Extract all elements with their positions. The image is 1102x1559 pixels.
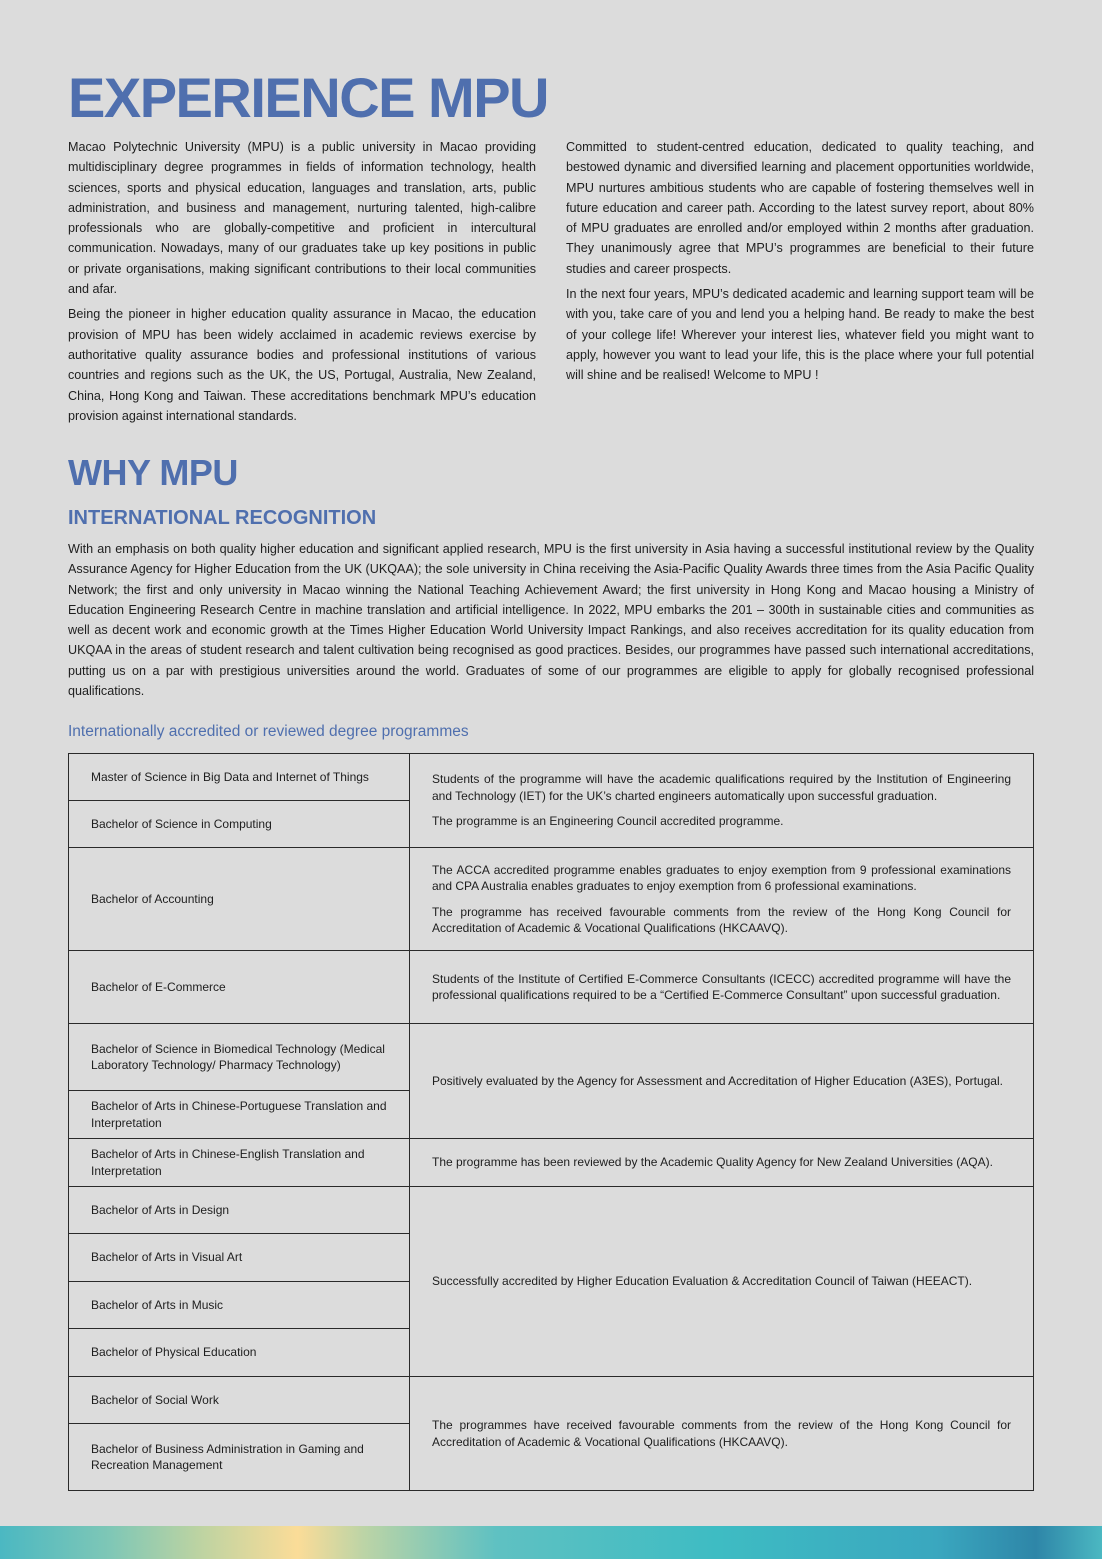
table-row [69, 1377, 1034, 1424]
table-row [69, 951, 1034, 1024]
experience-paragraph: In the next four years, MPU’s dedicated academic and learning support team will be with you, take care of you and lend you a helping hand. Be ready to make the best of your college life! Wherever your interest lies, whatever field you might want to apply, however you want to lead your life, this is the place where your full potential will shine and be realised! Welcome to MPU ! [566, 287, 1034, 383]
description-text: The ACCA accredited programme enables graduates to enjoy exemption from 9 professional examinations and CPA Australia enables graduates to enjoy exemption from 6 professional examinations. [432, 862, 1011, 893]
programme-cell: Bachelor of Arts in Music [69, 1282, 410, 1329]
programme-cell: Bachelor of Arts in Design [69, 1187, 410, 1234]
accreditation-table [68, 753, 1034, 1491]
description-cell [410, 848, 1034, 951]
programme-cell: Bachelor of Business Administration in Gaming and Recreation Management [69, 1424, 410, 1491]
description-text: Students of the programme will have the academic qualifications required by the Institution of Engineering and Technology (IET) for the UK’s charted engineers automatically upon successful graduation. [432, 772, 1011, 803]
experience-paragraph: Being the pioneer in higher education quality assurance in Macao, the education provision of MPU has been widely acclaimed in academic reviews exercise by authoritative quality assurance bodies and professional institutions of various countries and regions such as the UK, the US, Portugal, Australia, New Zealand, China, Hong Kong and Taiwan. These accreditations benchmark MPU’s education provision against international standards. [68, 307, 536, 423]
why-title: WHY MPU [68, 452, 238, 493]
programme-cell: Bachelor of Arts in Chinese-Portuguese Translation and Interpretation [69, 1091, 410, 1139]
description-cell [410, 1377, 1034, 1491]
description-cell [410, 1187, 1034, 1377]
table-row [69, 754, 1034, 801]
description-text: The programme is an Engineering Council accredited programme. [432, 814, 784, 829]
description-cell [410, 951, 1034, 1024]
experience-columns [68, 137, 1034, 431]
experience-paragraph: Committed to student-centred education, dedicated to quality teaching, and bestowed dynamic and diversified learning and placement opportunities worldwide, MPU nurtures ambitious students who are capable of fostering themselves well in future education and career path. According to the latest survey report, about 80% of MPU graduates are enrolled and/or employed within 2 months after graduation. They unanimously agree that MPU’s programmes are beneficial to their future studies and career prospects. [566, 140, 1034, 276]
page-title: EXPERIENCE MPU [68, 66, 548, 129]
experience-left-column [68, 137, 536, 431]
description-text: Students of the Institute of Certified E-Commerce Consultants (ICECC) accredited programme will have the professional qualifications required to be a “Certified E-Commerce Consultant” upon successful graduation. [432, 971, 1011, 1002]
description-text: The programmes have received favourable comments from the review of the Hong Kong Council for Accreditation of Academic & Vocational Qualifications (HKCAAVQ). [432, 1418, 1011, 1449]
programme-cell: Bachelor of Science in Biomedical Technology (Medical Laboratory Technology/ Pharmacy Technology) [69, 1024, 410, 1091]
programme-cell: Bachelor of E-Commerce [69, 951, 410, 1024]
description-text: The programme has received favourable comments from the review of the Hong Kong Council for Accreditation of Academic & Vocational Qualifications (HKCAAVQ). [432, 904, 1011, 935]
description-cell [410, 1139, 1034, 1187]
programme-cell: Bachelor of Social Work [69, 1377, 410, 1424]
experience-paragraph: Macao Polytechnic University (MPU) is a public university in Macao providing multidisciplinary degree programmes in fields of information technology, health sciences, sports and physical education, languages and translation, arts, public administration, and business and management, nurturing talented, high-calibre professionals who are globally-competitive and proficient in intercultural communication. Nowadays, many of our graduates take up key positions in public or private organisations, making significant contributions to their local communities and afar. [68, 140, 536, 297]
table-row [69, 1187, 1034, 1234]
programme-cell: Bachelor of Arts in Visual Art [69, 1234, 410, 1282]
description-cell [410, 1024, 1034, 1139]
international-recognition-heading: INTERNATIONAL RECOGNITION [68, 507, 377, 529]
programme-cell: Bachelor of Accounting [69, 848, 410, 951]
description-cell [410, 754, 1034, 848]
table-row [69, 848, 1034, 951]
experience-right-column [566, 137, 1034, 431]
programme-cell: Bachelor of Physical Education [69, 1329, 410, 1377]
table-row [69, 1139, 1034, 1187]
description-text: Successfully accredited by Higher Education Evaluation & Accreditation Council of Taiwan (HEEACT). [432, 1274, 973, 1289]
table-caption: Internationally accredited or reviewed degree programmes [68, 723, 469, 740]
footer-gradient-bar [0, 1526, 1102, 1559]
description-text: Positively evaluated by the Agency for Assessment and Accreditation of Higher Education (A3ES), Portugal. [432, 1073, 1003, 1088]
programme-cell: Bachelor of Arts in Chinese-English Translation and Interpretation [69, 1139, 410, 1187]
programme-cell: Bachelor of Science in Computing [69, 801, 410, 848]
programme-cell: Master of Science in Big Data and Internet of Things [69, 754, 410, 801]
table-row [69, 1024, 1034, 1091]
description-text: The programme has been reviewed by the Academic Quality Agency for New Zealand Universities (AQA). [432, 1155, 993, 1170]
international-recognition-text: With an emphasis on both quality higher education and significant applied research, MPU is the first university in Asia having a successful institutional review by the Quality Assurance Agency for Higher Education from the UK (UKQAA); the sole university in China receiving the Asia-Pacific Quality Awards three times from the Asia Pacific Quality Network; the first and only university in Macao winning the National Teaching Achievement Award; the first university in Hong Kong and Macao housing a Ministry of Education Engineering Research Centre in machine translation and artificial intelligence. In 2022, MPU embarks the 201 – 300th in sustainable cities and communities as well as decent work and economic growth at the Times Higher Education World University Impact Rankings, and also receives accreditation for its quality education from UKQAA in the areas of student research and talent cultivation being recognised as good practices. Besides, our programmes have passed such international accreditations, putting us on a par with prestigious universities around the world. Graduates of some of our programmes are eligible to apply for globally recognised professional qualifications. [68, 542, 1034, 699]
